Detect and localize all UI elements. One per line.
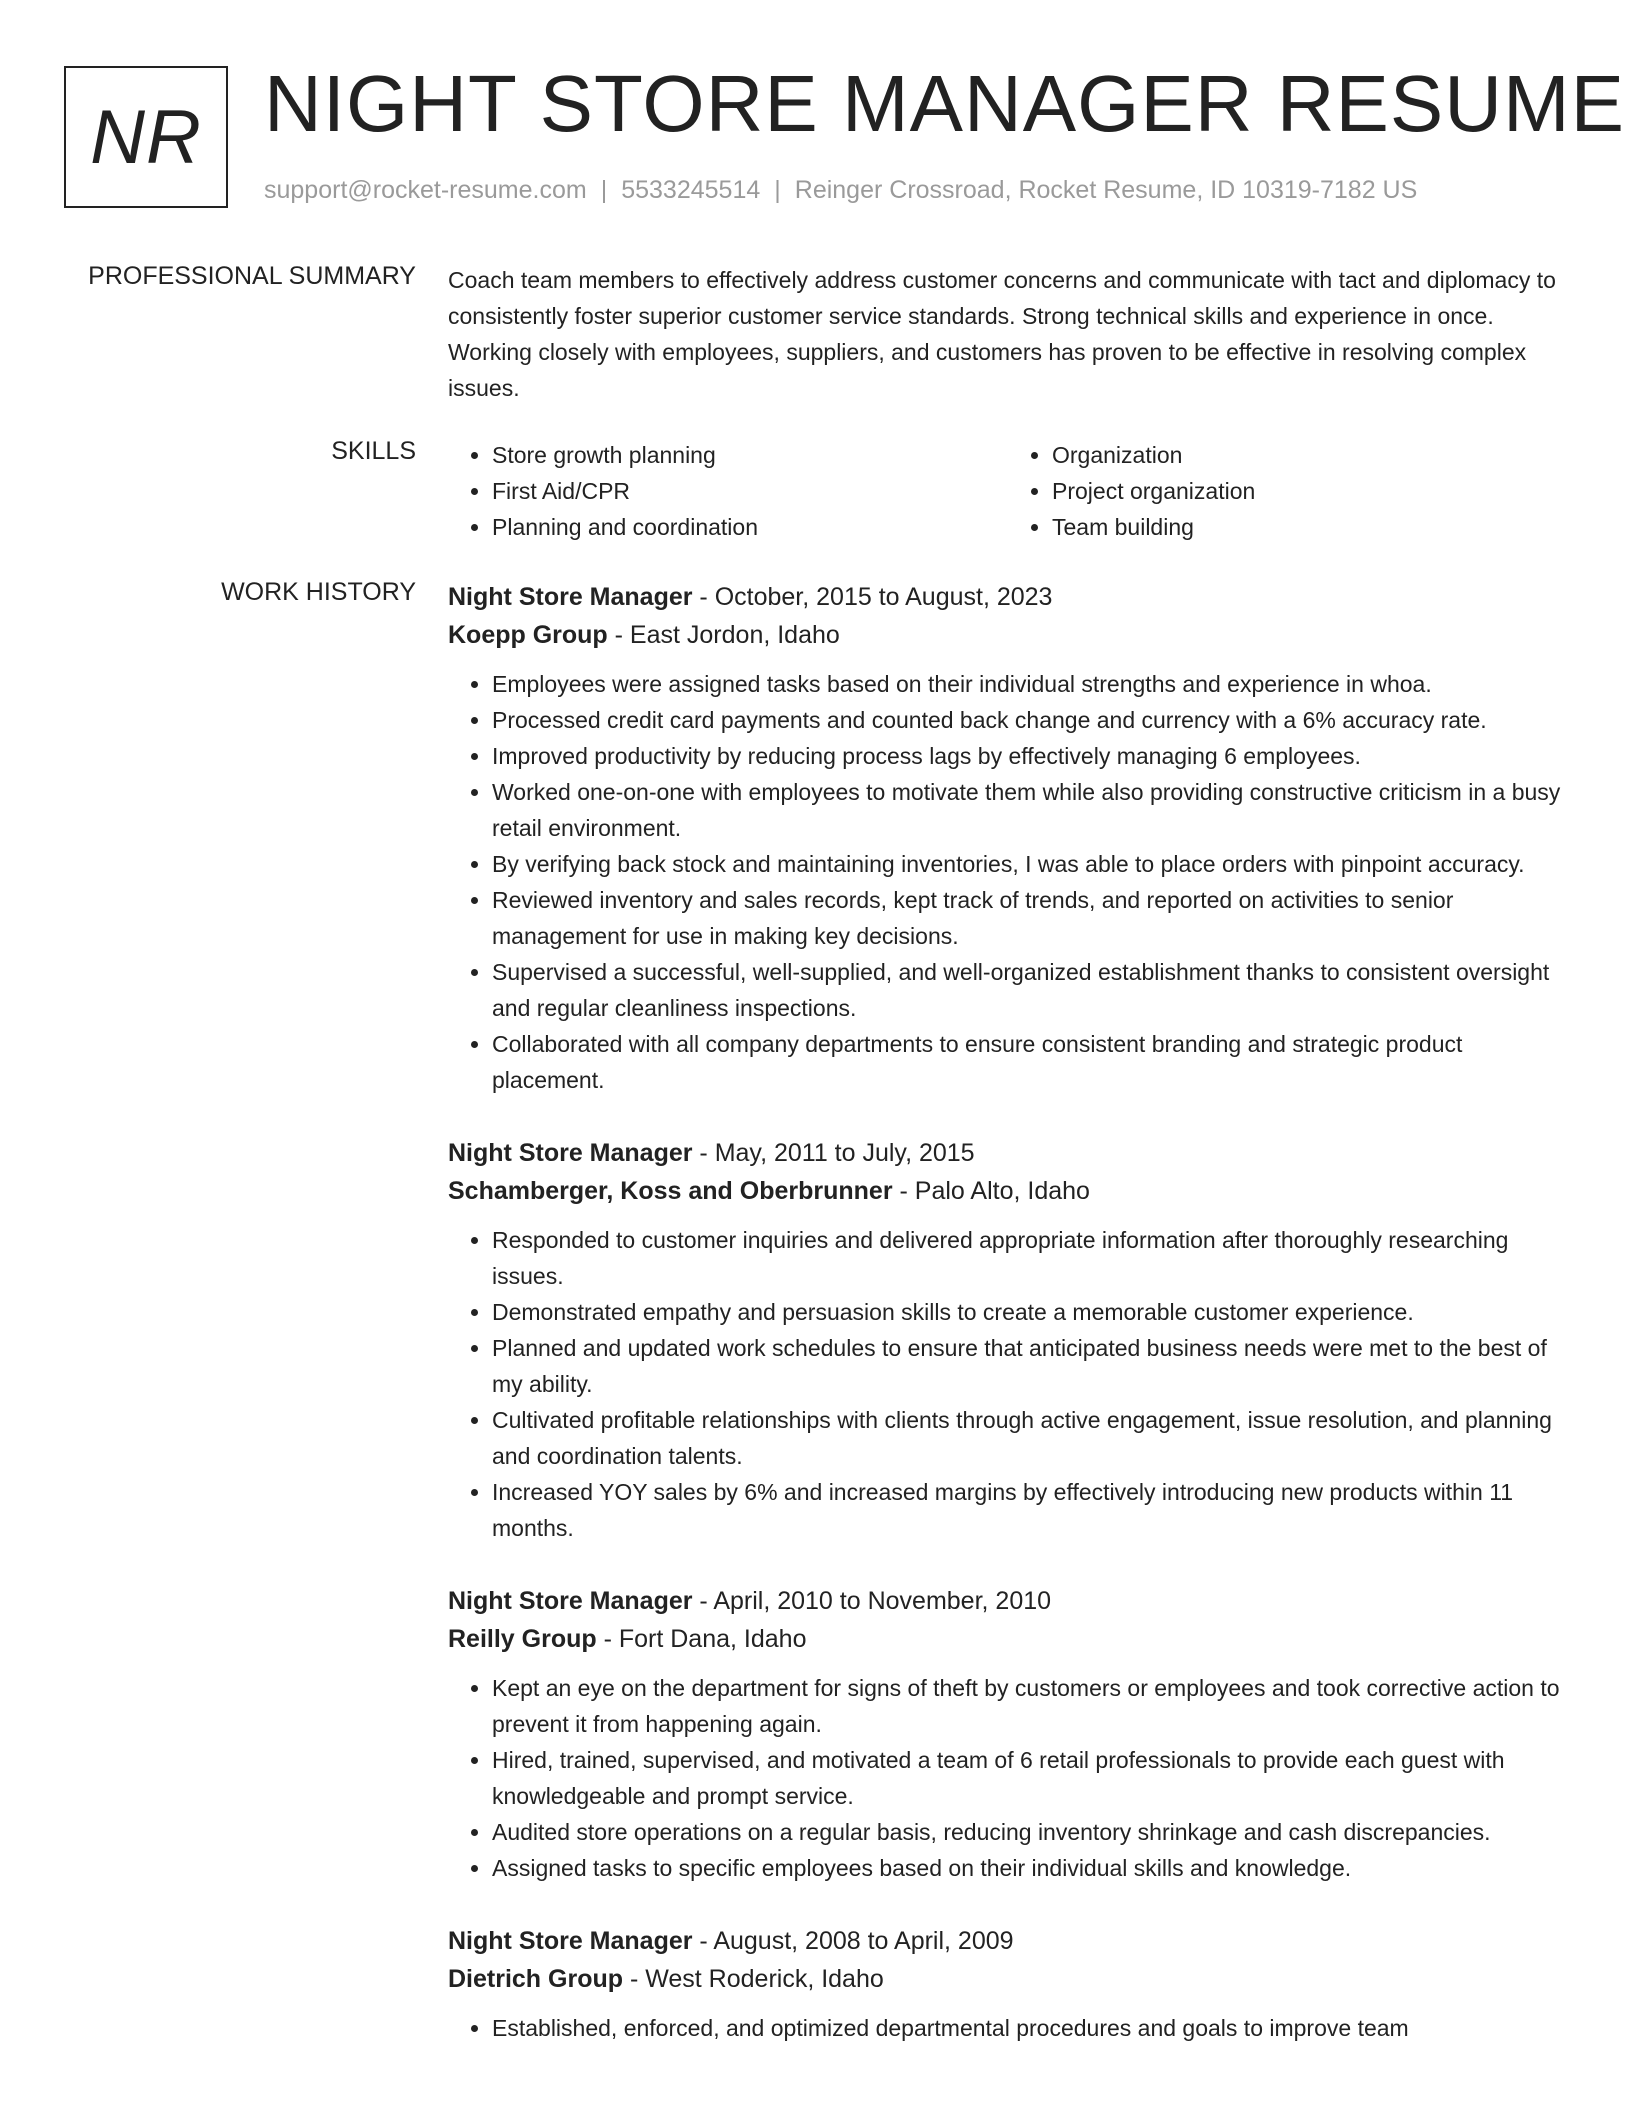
job-location: - Fort Dana, Idaho — [596, 1625, 807, 1653]
contact-separator: | — [600, 176, 608, 204]
job-bullet: • Processed credit card payments and counted back change and currency with a 6% accuracy rate. — [492, 702, 1568, 738]
job-bullet: • Increased YOY sales by 6% and increased margins by effectively introducing new products within 11 months. — [492, 1474, 1568, 1546]
job-bullets — [448, 2010, 1568, 2046]
skill-item: • Team building — [1052, 509, 1568, 545]
skill-item: • Project organization — [1052, 473, 1568, 509]
job-dates: - April, 2010 to November, 2010 — [692, 1587, 1052, 1615]
job-company: Dietrich Group — [448, 1965, 624, 1993]
skill-item: • Planning and coordination — [492, 509, 1008, 545]
job-bullets — [448, 666, 1568, 1098]
skills-list-left — [448, 437, 1008, 545]
job-bullet: • Established, enforced, and optimized departmental procedures and goals to improve team — [492, 2010, 1568, 2046]
contact-phone: 5533245514 — [621, 176, 761, 204]
job-bullet: • Employees were assigned tasks based on their individual strengths and experience in whoa. — [492, 666, 1568, 702]
monogram-box — [64, 66, 228, 208]
resume-title: NIGHT STORE MANAGER RESUME — [264, 59, 1625, 148]
job-company: Koepp Group — [448, 621, 608, 649]
skills-list-right — [1008, 437, 1568, 545]
job-title: Night Store Manager — [448, 1587, 693, 1615]
job-dates: - May, 2011 to July, 2015 — [692, 1139, 975, 1167]
job-bullets — [448, 1670, 1568, 1886]
contact-address: Reinger Crossroad, Rocket Resume, ID 10319-7182 US — [794, 176, 1418, 204]
job-bullet: • Worked one-on-one with employees to motivate them while also providing constructive criticism in a busy retail environment. — [492, 774, 1568, 846]
job-bullet: • Hired, trained, supervised, and motivated a team of 6 retail professionals to provide each guest with knowledgeable and prompt service. — [492, 1742, 1568, 1814]
job-dates: - October, 2015 to August, 2023 — [692, 583, 1053, 611]
job-bullet: • Cultivated profitable relationships with clients through active engagement, issue resolution, and planning and coordination talents. — [492, 1402, 1568, 1474]
job-title: Night Store Manager — [448, 1139, 693, 1167]
job-bullet: • Improved productivity by reducing process lags by effectively managing 6 employees. — [492, 738, 1568, 774]
contact-line — [264, 176, 1417, 205]
job-location: - East Jordon, Idaho — [607, 621, 840, 649]
job-bullet: • Supervised a successful, well-supplied, and well-organized establishment thanks to consistent oversight and regular cleanliness inspections. — [492, 954, 1568, 1026]
job-bullet: • Responded to customer inquiries and delivered appropriate information after thoroughly researching issues. — [492, 1222, 1568, 1294]
job-entry — [448, 578, 1568, 1098]
skills-label: SKILLS — [331, 437, 416, 465]
job-entry — [448, 1134, 1568, 1546]
job-company: Schamberger, Koss and Oberbrunner — [448, 1177, 893, 1205]
job-bullet: • Kept an eye on the department for signs of theft by customers or employees and took corrective action to prevent it from happening again. — [492, 1670, 1568, 1742]
job-entry — [448, 1582, 1568, 1886]
job-bullets — [448, 1222, 1568, 1546]
contact-separator: | — [774, 176, 781, 204]
job-bullet: • By verifying back stock and maintaining inventories, I was able to place orders with pinpoint accuracy. — [492, 846, 1568, 882]
work-history-label: WORK HISTORY — [221, 578, 416, 606]
skill-item: • Store growth planning — [492, 437, 1008, 473]
summary-label: PROFESSIONAL SUMMARY — [88, 262, 416, 290]
job-entry — [448, 1922, 1568, 2046]
job-bullet: • Demonstrated empathy and persuasion skills to create a memorable customer experience. — [492, 1294, 1568, 1330]
job-bullet: • Collaborated with all company departments to ensure consistent branding and strategic product placement. — [492, 1026, 1568, 1098]
summary-text: Coach team members to effectively address customer concerns and communicate with tact and diplomacy to consistently foster superior customer service standards. Strong technical skills and experience in once. Working closely with employees, suppliers, and customers has proven to be effective in resolving complex issues. — [448, 267, 1556, 401]
contact-email: support@rocket-resume.com — [264, 176, 587, 204]
job-dates: - August, 2008 to April, 2009 — [692, 1927, 1014, 1955]
job-title: Night Store Manager — [448, 583, 693, 611]
job-company: Reilly Group — [448, 1625, 597, 1653]
skill-item: • First Aid/CPR — [492, 473, 1008, 509]
job-bullet: • Assigned tasks to specific employees based on their individual skills and knowledge. — [492, 1850, 1568, 1886]
job-location: - Palo Alto, Idaho — [892, 1177, 1090, 1205]
job-bullet: • Audited store operations on a regular basis, reducing inventory shrinkage and cash discrepancies. — [492, 1814, 1568, 1850]
job-bullet: • Reviewed inventory and sales records, kept track of trends, and reported on activities to senior management for use in making key decisions. — [492, 882, 1568, 954]
job-bullet: • Planned and updated work schedules to ensure that anticipated business needs were met to the best of my ability. — [492, 1330, 1568, 1402]
monogram-initials: NR — [90, 94, 202, 180]
job-title: Night Store Manager — [448, 1927, 693, 1955]
skill-item: • Organization — [1052, 437, 1568, 473]
job-location: - West Roderick, Idaho — [623, 1965, 884, 1993]
